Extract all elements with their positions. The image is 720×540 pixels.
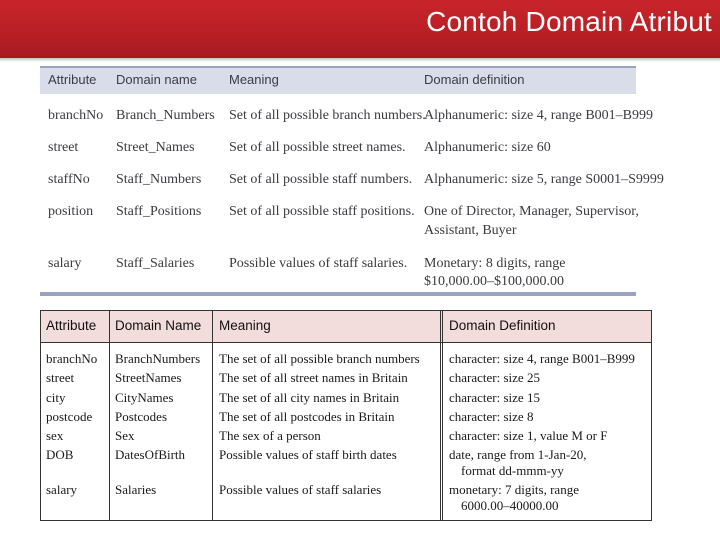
table1-cell-definition: Alphanumeric: size 60 bbox=[424, 140, 551, 155]
table2-cell-attribute: city bbox=[46, 390, 66, 405]
domain-table-2 bbox=[40, 310, 652, 521]
table1-cell-definition-cont: Assistant, Buyer bbox=[424, 223, 517, 238]
domain-table-1 bbox=[40, 66, 664, 298]
table2-cell-domain-name: Sex bbox=[115, 428, 135, 443]
table1-cell-domain-name: Staff_Salaries bbox=[116, 256, 195, 271]
table1-header-domain-name: Domain name bbox=[116, 72, 197, 87]
table2-cell-meaning: The set of all city names in Britain bbox=[219, 390, 400, 405]
table2-cell-definition-cont: format dd-mmm-yy bbox=[461, 463, 564, 478]
table2-cell-attribute: branchNo bbox=[46, 351, 98, 366]
table2-cell-attribute: sex bbox=[46, 428, 64, 443]
table2-column-divider bbox=[212, 311, 213, 520]
table2-cell-attribute: postcode bbox=[46, 409, 93, 424]
table1-cell-domain-name: Staff_Positions bbox=[116, 204, 202, 219]
table2-cell-meaning: Possible values of staff birth dates bbox=[219, 447, 397, 462]
table1-header-meaning: Meaning bbox=[229, 72, 279, 87]
table1-cell-definition: Alphanumeric: size 5, range S0001–S9999 bbox=[424, 172, 664, 187]
table2-cell-domain-name: DatesOfBirth bbox=[115, 447, 186, 462]
table2-cell-definition: character: size 8 bbox=[449, 409, 534, 424]
table2-cell-definition: character: size 15 bbox=[449, 390, 540, 405]
table1-cell-attribute: branchNo bbox=[48, 108, 104, 123]
table1-cell-meaning: Set of all possible branch numbers. bbox=[229, 108, 426, 123]
table1-cell-domain-name: Branch_Numbers bbox=[116, 108, 215, 123]
table2-cell-domain-name: Salaries bbox=[115, 482, 157, 497]
table2-cell-attribute: salary bbox=[46, 482, 78, 497]
table2-header-domain-definition: Domain Definition bbox=[449, 318, 556, 333]
table2-cell-meaning: The sex of a person bbox=[219, 428, 321, 443]
table2-cell-meaning: The set of all street names in Britain bbox=[219, 370, 408, 385]
table1-cell-definition: Monetary: 8 digits, range bbox=[424, 256, 566, 271]
table1-cell-meaning: Set of all possible staff positions. bbox=[229, 204, 415, 219]
table1-bottom-rule bbox=[40, 292, 636, 296]
table1-header-domain-definition: Domain definition bbox=[424, 72, 525, 87]
table2-cell-domain-name: CityNames bbox=[115, 390, 174, 405]
table2-cell-definition: monetary: 7 digits, range bbox=[449, 482, 579, 497]
table2-cell-definition: character: size 1, value M or F bbox=[449, 428, 608, 443]
table2-cell-attribute: DOB bbox=[46, 447, 74, 462]
table2-cell-domain-name: BranchNumbers bbox=[115, 351, 201, 366]
title-bar bbox=[0, 0, 720, 58]
table2-cell-definition: date, range from 1-Jan-20, bbox=[449, 447, 587, 462]
table2-column-divider bbox=[109, 311, 110, 520]
table1-cell-domain-name: Street_Names bbox=[116, 140, 195, 155]
table2-cell-meaning: Possible values of staff salaries bbox=[219, 482, 382, 497]
table1-cell-meaning: Set of all possible street names. bbox=[229, 140, 406, 155]
table1-cell-definition: Alphanumeric: size 4, range B001–B999 bbox=[424, 108, 654, 123]
table1-cell-attribute: position bbox=[48, 204, 94, 219]
table1-header-attribute: Attribute bbox=[48, 72, 97, 87]
table2-cell-definition: character: size 25 bbox=[449, 370, 540, 385]
table1-cell-attribute: salary bbox=[48, 256, 82, 271]
table1-cell-meaning: Set of all possible staff numbers. bbox=[229, 172, 413, 187]
table2-cell-meaning: The set of all postcodes in Britain bbox=[219, 409, 395, 424]
table2-cell-domain-name: Postcodes bbox=[115, 409, 167, 424]
table1-cell-definition: One of Director, Manager, Supervisor, bbox=[424, 204, 639, 219]
table2-column-divider bbox=[440, 311, 443, 520]
table1-cell-attribute: staffNo bbox=[48, 172, 90, 187]
table1-cell-definition-cont: $10,000.00–$100,000.00 bbox=[424, 274, 564, 289]
table1-cell-domain-name: Staff_Numbers bbox=[116, 172, 202, 187]
table1-cell-meaning: Possible values of staff salaries. bbox=[229, 256, 408, 271]
slide-title: Contoh Domain Atribut bbox=[426, 6, 712, 37]
table2-cell-definition: character: size 4, range B001–B999 bbox=[449, 351, 635, 366]
table2-header-domain-name: Domain Name bbox=[115, 318, 202, 333]
table2-header-attribute: Attribute bbox=[46, 318, 97, 333]
table2-cell-attribute: street bbox=[46, 370, 75, 385]
table2-cell-domain-name: StreetNames bbox=[115, 370, 182, 385]
table2-cell-definition-cont: 6000.00–40000.00 bbox=[461, 498, 559, 513]
table2-header-meaning: Meaning bbox=[219, 318, 271, 333]
title-bar-shadow bbox=[0, 58, 720, 62]
table2-cell-meaning: The set of all possible branch numbers bbox=[219, 351, 420, 366]
table1-cell-attribute: street bbox=[48, 140, 79, 155]
